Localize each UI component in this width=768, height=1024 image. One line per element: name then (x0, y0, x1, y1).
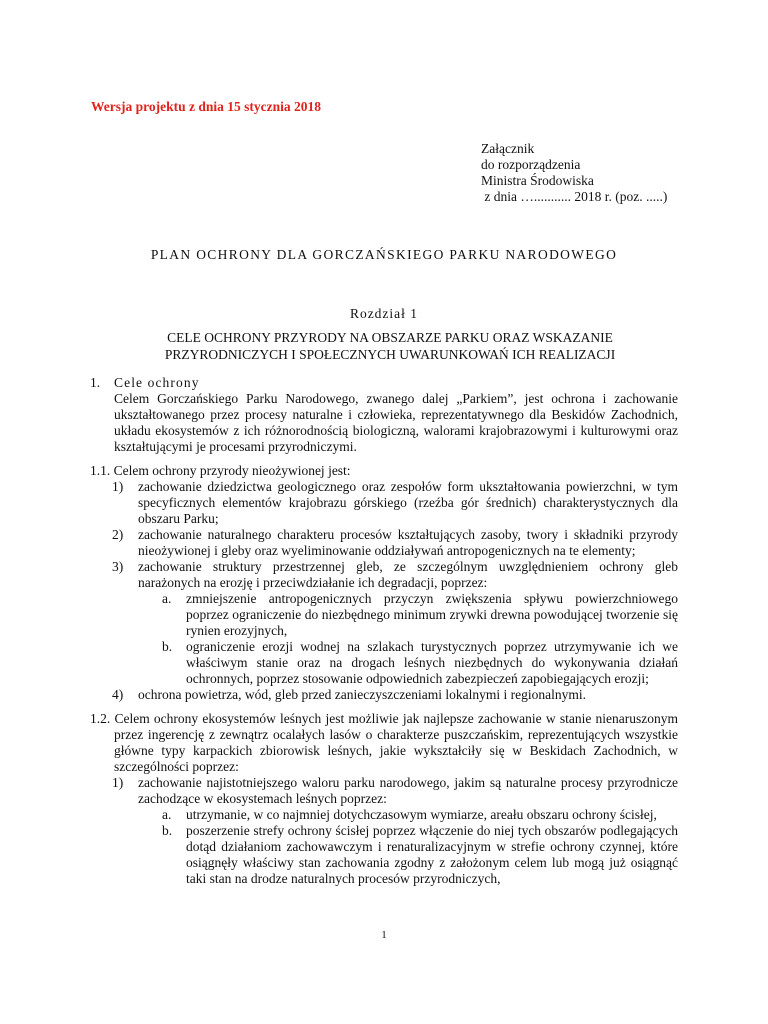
section-1-number: 1. (90, 375, 101, 390)
annex-line-4: z dnia …........... 2018 r. (poz. .....) (481, 189, 668, 204)
sub-list-item: b. ograniczenie erozji wodnej na szlakach turystycznych poprzez utrzymywanie ich we właściwym stanie oraz na drogach leśnych niezbędnych do wykonywania działań ochronnych, poprzez stosowanie odpowiednich zabezpieczeń zapobiegających erozji; (162, 639, 678, 686)
draft-version-label: Wersja projektu z dnia 15 stycznia 2018 (91, 99, 321, 114)
list-item: 1) zachowanie najistotniejszego waloru parku narodowego, jakim są naturalne procesy przyrodnicze zachodzące w ekosystemach leśnych poprzez: (112, 775, 678, 806)
annex-line-3: Ministra Środowiska (481, 173, 594, 188)
document-body (90, 375, 678, 887)
annex-line-2: do rozporządzenia (481, 157, 581, 172)
sub-list-item: b. poszerzenie strefy ochrony ścisłej poprzez włączenie do niej tych obszarów podlegających dotąd działaniom zachowawczym i renaturalizacyjnym w strefie ochrony czynnej, które osiągnęły właściwy stan zachowania zgodny z założonym celem lub mogą już osiągnąć taki stan na drodze naturalnych procesów przyrodniczych, (162, 823, 678, 886)
annex-line-1: Załącznik (481, 141, 535, 156)
page-number: 1 (381, 929, 387, 941)
chapter-heading: Rozdział 1 (349, 306, 419, 321)
section-1-1-lead: 1.1. Celem ochrony przyrody nieożywionej jest: (90, 463, 351, 478)
section-1-title: Cele ochrony (114, 375, 200, 390)
section-1-2-lead: 1.2. Celem ochrony ekosystemów leśnych jest możliwie jak najlepsze zachowanie w stanie nienaruszonym przez ingerencję z zewnątrz ocalałych lasów o charakterze puszczańskim, reprezentujących wszystkie główne typy karpackich zbiorowisk leśnych, jakie wykształciły się w Beskidach Zachodnich, w szczególności poprzez: (90, 711, 678, 774)
list-item: 1) zachowanie dziedzictwa geologicznego oraz zespołów form ukształtowania powierzchni, w tym specyficznych elementów krajobrazu górskiego (rzeźba gór średnich) charakterystycznych dla obszaru Parku; (112, 479, 678, 526)
annex-header (481, 141, 667, 205)
document-title: PLAN OCHRONY DLA GORCZAŃSKIEGO PARKU NARODOWEGO (150, 247, 618, 262)
section-1-heading (90, 375, 678, 391)
list-item: 4) ochrona powietrza, wód, gleb przed zanieczyszczeniami lokalnymi i regionalnymi. (112, 687, 586, 702)
list-item: 3) zachowanie struktury przestrzennej gleb, ze szczególnym uwzględnieniem ochrony gleb narażonych na erozję i przeciwdziałanie ich degradacji, poprzez: (112, 559, 678, 590)
list-item: 2) zachowanie naturalnego charakteru procesów kształtujących zasoby, twory i składniki przyrody nieożywionej i gleby oraz wyeliminowanie oddziaływań antropogenicznych na te elementy; (112, 527, 678, 558)
chapter-title: CELE OCHRONY PRZYRODY NA OBSZARZE PARKU ORAZ WSKAZANIE PRZYRODNICZYCH I SPOŁECZNYCH UWARUNKOWAŃ ICH REALIZACJI (164, 330, 616, 362)
section-1-paragraph: Celem Gorczańskiego Parku Narodowego, zwanego dalej „Parkiem”, jest ochrona i zachowanie ukształtowanego przez procesy naturalne i człowieka, reprezentatywnego dla Beskidów Zachodnich, układu ekosystemów z ich różnorodnością biologiczną, walorami krajobrazowymi i kulturowymi oraz kształtującymi je procesami przyrodniczymi. (114, 391, 678, 454)
sub-list-item: a. utrzymanie, w co najmniej dotychczasowym wymiarze, areału obszaru ochrony ścisłej, (162, 807, 657, 822)
sub-list-item: a. zmniejszenie antropogenicznych przyczyn zwiększenia spływu powierzchniowego poprzez ograniczenie do niezbędnego minimum zrywki drewna powodującej tworzenie się rynien erozyjnych, (162, 591, 678, 638)
